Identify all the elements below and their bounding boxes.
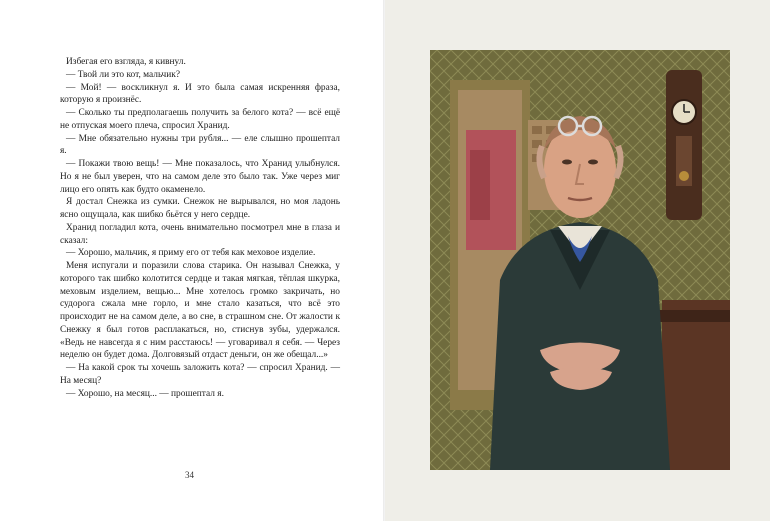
right-page <box>385 0 770 521</box>
desk <box>662 300 730 470</box>
illustration-old-man <box>430 50 730 470</box>
wall-clock <box>666 70 702 220</box>
paragraph: Избегая его взгляда, я кивнул. <box>66 57 186 67</box>
paragraph: — Мне обязательно нужны три рубля... — еле слышно прошептал я. <box>60 133 340 157</box>
paragraph: — На какой срок ты хочешь заложить кота? — спросил Хранид. — На месяц? <box>60 363 340 386</box>
paragraph: — Мой! — воскликнул я. И это была самая искренняя фраза, которую я произнёс. <box>60 82 340 106</box>
paragraph: — Покажи твою вещь! — Мне показалось, что Хранид улыбнулся. Но я не был уверен, что на самом деле это было так. Уже через миг лицо его опять как будто окаменело. <box>60 159 340 195</box>
paragraph: — Твой ли это кот, мальчик? <box>66 69 180 80</box>
page-number: 34 <box>185 470 194 480</box>
paragraph: — Хорошо, мальчик, я приму его от тебя как меховое изделие. <box>66 248 316 259</box>
paragraph: Я достал Снежка из сумки. Снежок не вырывался, но моя ладонь ясно ощущала, как шибко бьётся у него сердце. <box>60 197 340 220</box>
paragraph: Меня испугали и поразили слова старика. Он называл Снежка, у которого так шибко колотится сердце и такая мягкая, тёплая шкурка, меховым изделием, вещью... Мне хотелось громко закричать, но судорога сжала мне горло, и мне стало казаться, что всё это происходит не на самом деле, а во сне, в страшном сне. От жалости к Снежку я был готов расплакаться, но, стиснув зубы, удержался. «Ведь не навсегда я с ним расстаюсь! — уговаривал я себя. — Через неделю он будет дома. Долговязый отдаст деньги, он же обещал...» <box>60 261 340 361</box>
paragraph: — Хорошо, на месяц... — прошептал я. <box>66 388 224 399</box>
story-text <box>60 56 340 400</box>
paragraph: — Сколько ты предполагаешь получить за белого кота? — всё ещё не отпуская моего плеча, спросил Хранид. <box>60 108 340 131</box>
paragraph: Хранид погладил кота, очень внимательно посмотрел мне в глаза и сказал: <box>60 222 340 246</box>
